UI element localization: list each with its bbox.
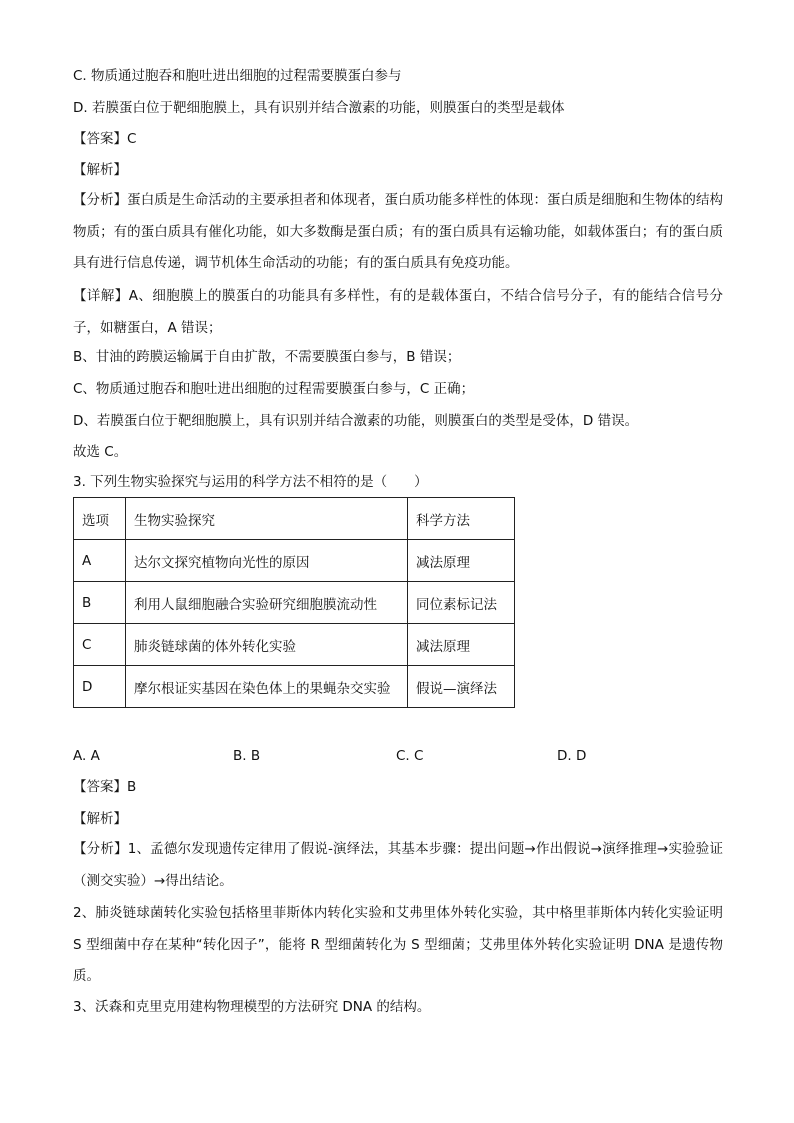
- option-d-text: D. 若膜蛋白位于靶细胞膜上，具有识别并结合激素的功能，则膜蛋白的类型是载体: [73, 100, 565, 116]
- question-3: 3. 下列生物实验探究与运用的科学方法不相符的是（ ）: [73, 474, 428, 490]
- table-cell: 肺炎链球菌的体外转化实验: [126, 624, 408, 666]
- detail-b: B、甘油的跨膜运输属于自由扩散，不需要膜蛋白参与，B 错误；: [73, 349, 461, 365]
- choice-a: A. A: [73, 748, 100, 764]
- table-cell: B: [74, 582, 126, 624]
- table-cell: 减法原理: [408, 540, 515, 582]
- table-row: [74, 666, 515, 708]
- table-cell: 同位素标记法: [408, 582, 515, 624]
- header-cell: 生物实验探究: [126, 498, 408, 540]
- table-row: [74, 540, 515, 582]
- analysis-label: 【解析】: [73, 162, 127, 178]
- header-cell: 科学方法: [408, 498, 515, 540]
- analysis-label-2: 【解析】: [73, 811, 127, 827]
- answer-label-2: 【答案】B: [73, 779, 137, 795]
- table-row: [74, 582, 515, 624]
- detail-d: D、若膜蛋白位于靶细胞膜上，具有识别并结合激素的功能，则膜蛋白的类型是受体，D 错误。: [73, 413, 639, 429]
- choose-text: 故选 C。: [73, 444, 128, 460]
- point-2-paragraph: 2、肺炎链球菌转化实验包括格里菲斯体内转化实验和艾弗里体外转化实验，其中格里菲斯体内转化实验证明 S 型细菌中存在某种“转化因子”，能将 R 型细菌转化为 S 型细菌；艾弗里体外转化实验证明 DNA 是遗传物质。: [73, 905, 723, 984]
- detail-c: C、物质通过胞吞和胞吐进出细胞的过程需要膜蛋白参与，C 正确；: [73, 381, 475, 397]
- table-cell: 摩尔根证实基因在染色体上的果蝇杂交实验: [126, 666, 408, 708]
- choice-d: D. D: [557, 748, 587, 764]
- table-cell: 利用人鼠细胞融合实验研究细胞膜流动性: [126, 582, 408, 624]
- table-cell: D: [74, 666, 126, 708]
- method-table: [73, 497, 515, 708]
- choice-b: B. B: [233, 748, 261, 764]
- point-3: 3、沃森和克里克用建构物理模型的方法研究 DNA 的结构。: [73, 999, 431, 1015]
- option-c-text: C. 物质通过胞吞和胞吐进出细胞的过程需要膜蛋白参与: [73, 68, 402, 84]
- choice-c: C. C: [396, 748, 424, 764]
- table-cell: 假说—演绎法: [408, 666, 515, 708]
- detail-paragraph: 【详解】A、细胞膜上的膜蛋白的功能具有多样性，有的是载体蛋白，不结合信号分子，有的能结合信号分子，如糖蛋白，A 错误；: [73, 288, 723, 336]
- analysis-paragraph: 【分析】蛋白质是生命活动的主要承担者和体现者，蛋白质功能多样性的体现：蛋白质是细胞和生物体的结构物质；有的蛋白质具有催化功能，如大多数酶是蛋白质；有的蛋白质具有运输功能，如载体蛋白；有的蛋白质具有进行信息传递，调节机体生命活动的功能；有的蛋白质具有免疫功能。: [73, 192, 723, 271]
- table-row: [74, 624, 515, 666]
- answer-label: 【答案】C: [73, 131, 137, 147]
- table-cell: 达尔文探究植物向光性的原因: [126, 540, 408, 582]
- table-cell: C: [74, 624, 126, 666]
- table-cell: A: [74, 540, 126, 582]
- analysis-paragraph-2: 【分析】1、孟德尔发现遗传定律用了假说-演绎法，其基本步骤：提出问题→作出假说→演绎推理→实验验证（测交实验）→得出结论。: [73, 841, 723, 889]
- table-header-row: [74, 498, 515, 540]
- table-cell: 减法原理: [408, 624, 515, 666]
- header-cell: 选项: [74, 498, 126, 540]
